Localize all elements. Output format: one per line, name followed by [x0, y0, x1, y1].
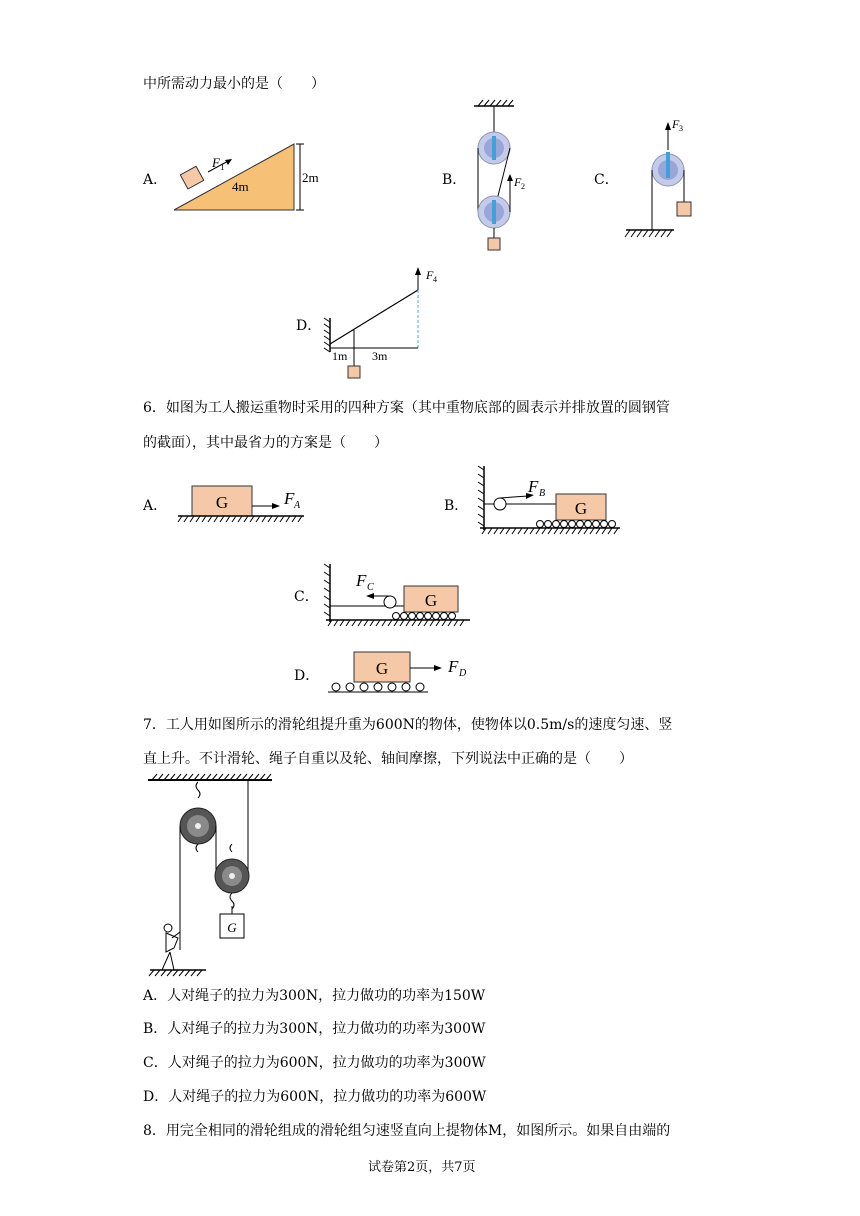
- arrow-head: [366, 593, 374, 599]
- scheme-d-figure: [324, 648, 484, 698]
- q7-option-b: B．人对绳子的拉力为300N，拉力做功的功率为300W: [143, 1021, 486, 1037]
- force-label: F: [514, 175, 522, 189]
- force-label: F: [528, 477, 539, 496]
- arrow-head: [415, 267, 421, 275]
- arrow-head: [434, 665, 442, 671]
- arrow-head: [507, 174, 513, 181]
- pulley-pair-figure: [468, 100, 558, 256]
- q6-option-a-label: A．: [143, 498, 168, 514]
- length-label-2: 3m: [372, 349, 388, 363]
- q6-option-c-label: C．: [294, 589, 319, 605]
- q6-option-b-label: B．: [444, 498, 469, 514]
- weight-block: [488, 238, 500, 250]
- force-subscript: A: [294, 500, 301, 511]
- q6-line-2: 的截面），其中最省力的方案是（ ）: [143, 435, 388, 451]
- force-subscript: 2: [521, 182, 525, 191]
- rollers: [537, 521, 616, 528]
- q5-stem-tail: 中所需动力最小的是（ ）: [143, 76, 325, 92]
- scheme-c-figure: [320, 560, 476, 634]
- force-label: F: [426, 268, 434, 282]
- q6-option-d-label: D．: [294, 668, 320, 684]
- page-footer: 试卷第2页，共7页: [368, 1160, 476, 1175]
- pulley: [494, 498, 506, 510]
- pulley: [384, 596, 396, 608]
- box-label: G: [375, 659, 389, 678]
- force-label: F: [212, 155, 220, 170]
- q5-option-d-label: D．: [296, 318, 322, 334]
- stand-pulley-figure: [622, 112, 712, 240]
- scheme-a-figure: [174, 480, 314, 530]
- incline-figure: [168, 136, 328, 218]
- arrow-head: [665, 122, 671, 130]
- force-subscript: 4: [433, 275, 437, 284]
- q7-option-c: C．人对绳子的拉力为600N，拉力做功的功率为300W: [143, 1055, 486, 1071]
- box-label: G: [215, 493, 229, 512]
- arrow-head: [272, 503, 280, 509]
- force-subscript: C: [367, 582, 374, 593]
- worker-figure: [162, 924, 180, 970]
- incline-length-label: 4m: [232, 179, 249, 194]
- pulley-axle: [492, 136, 496, 160]
- q8-line-1: 8．用完全相同的滑轮组成的滑轮组匀速竖直向上提物体M，如图所示。如果自由端的: [143, 1123, 671, 1139]
- pulley-system-figure: [144, 772, 284, 978]
- lever-figure: [318, 262, 458, 384]
- force-subscript: 1: [220, 162, 225, 172]
- box-label: G: [574, 499, 588, 518]
- q7-line-1: 7．工人用如图所示的滑轮组提升重为600N的物体，使物体以0.5m/s的速度匀速、竖: [143, 717, 673, 733]
- force-subscript: D: [459, 668, 467, 679]
- hook: [196, 782, 200, 798]
- q5-option-c-label: C．: [594, 172, 619, 188]
- weight-block: [677, 202, 691, 216]
- force-label: F: [284, 489, 295, 508]
- q7-option-a: A．人对绳子的拉力为300N，拉力做功的功率为150W: [143, 988, 486, 1004]
- force-label: F: [672, 117, 680, 131]
- force-arrow: [500, 496, 528, 498]
- rollers: [332, 683, 424, 691]
- box-label: G: [424, 591, 438, 610]
- weight-block: [348, 366, 360, 378]
- rollers: [393, 613, 456, 620]
- lever-bar: [330, 290, 418, 344]
- weight-label: G: [227, 920, 237, 935]
- q7-line-2: 直上升。不计滑轮、绳子自重以及轮、轴间摩擦，下列说法中正确的是（ ）: [143, 751, 633, 767]
- q6-line-1: 6．如图为工人搬运重物时采用的四种方案（其中重物底部的圆表示并排放置的圆钢管: [143, 400, 670, 416]
- q5-option-a-label: A．: [143, 172, 168, 188]
- incline-height-label: 2m: [302, 170, 319, 185]
- q5-option-b-label: B．: [442, 172, 467, 188]
- force-subscript: B: [539, 488, 546, 499]
- q7-option-d: D．人对绳子的拉力为600N，拉力做功的功率为600W: [143, 1089, 487, 1105]
- force-subscript: 3: [679, 124, 683, 133]
- scheme-b-figure: [470, 462, 626, 544]
- pulley-axle: [666, 152, 670, 178]
- length-label-1: 1m: [332, 349, 348, 363]
- incline-block: [180, 166, 203, 189]
- force-label: F: [448, 657, 459, 676]
- force-label: F: [356, 571, 367, 590]
